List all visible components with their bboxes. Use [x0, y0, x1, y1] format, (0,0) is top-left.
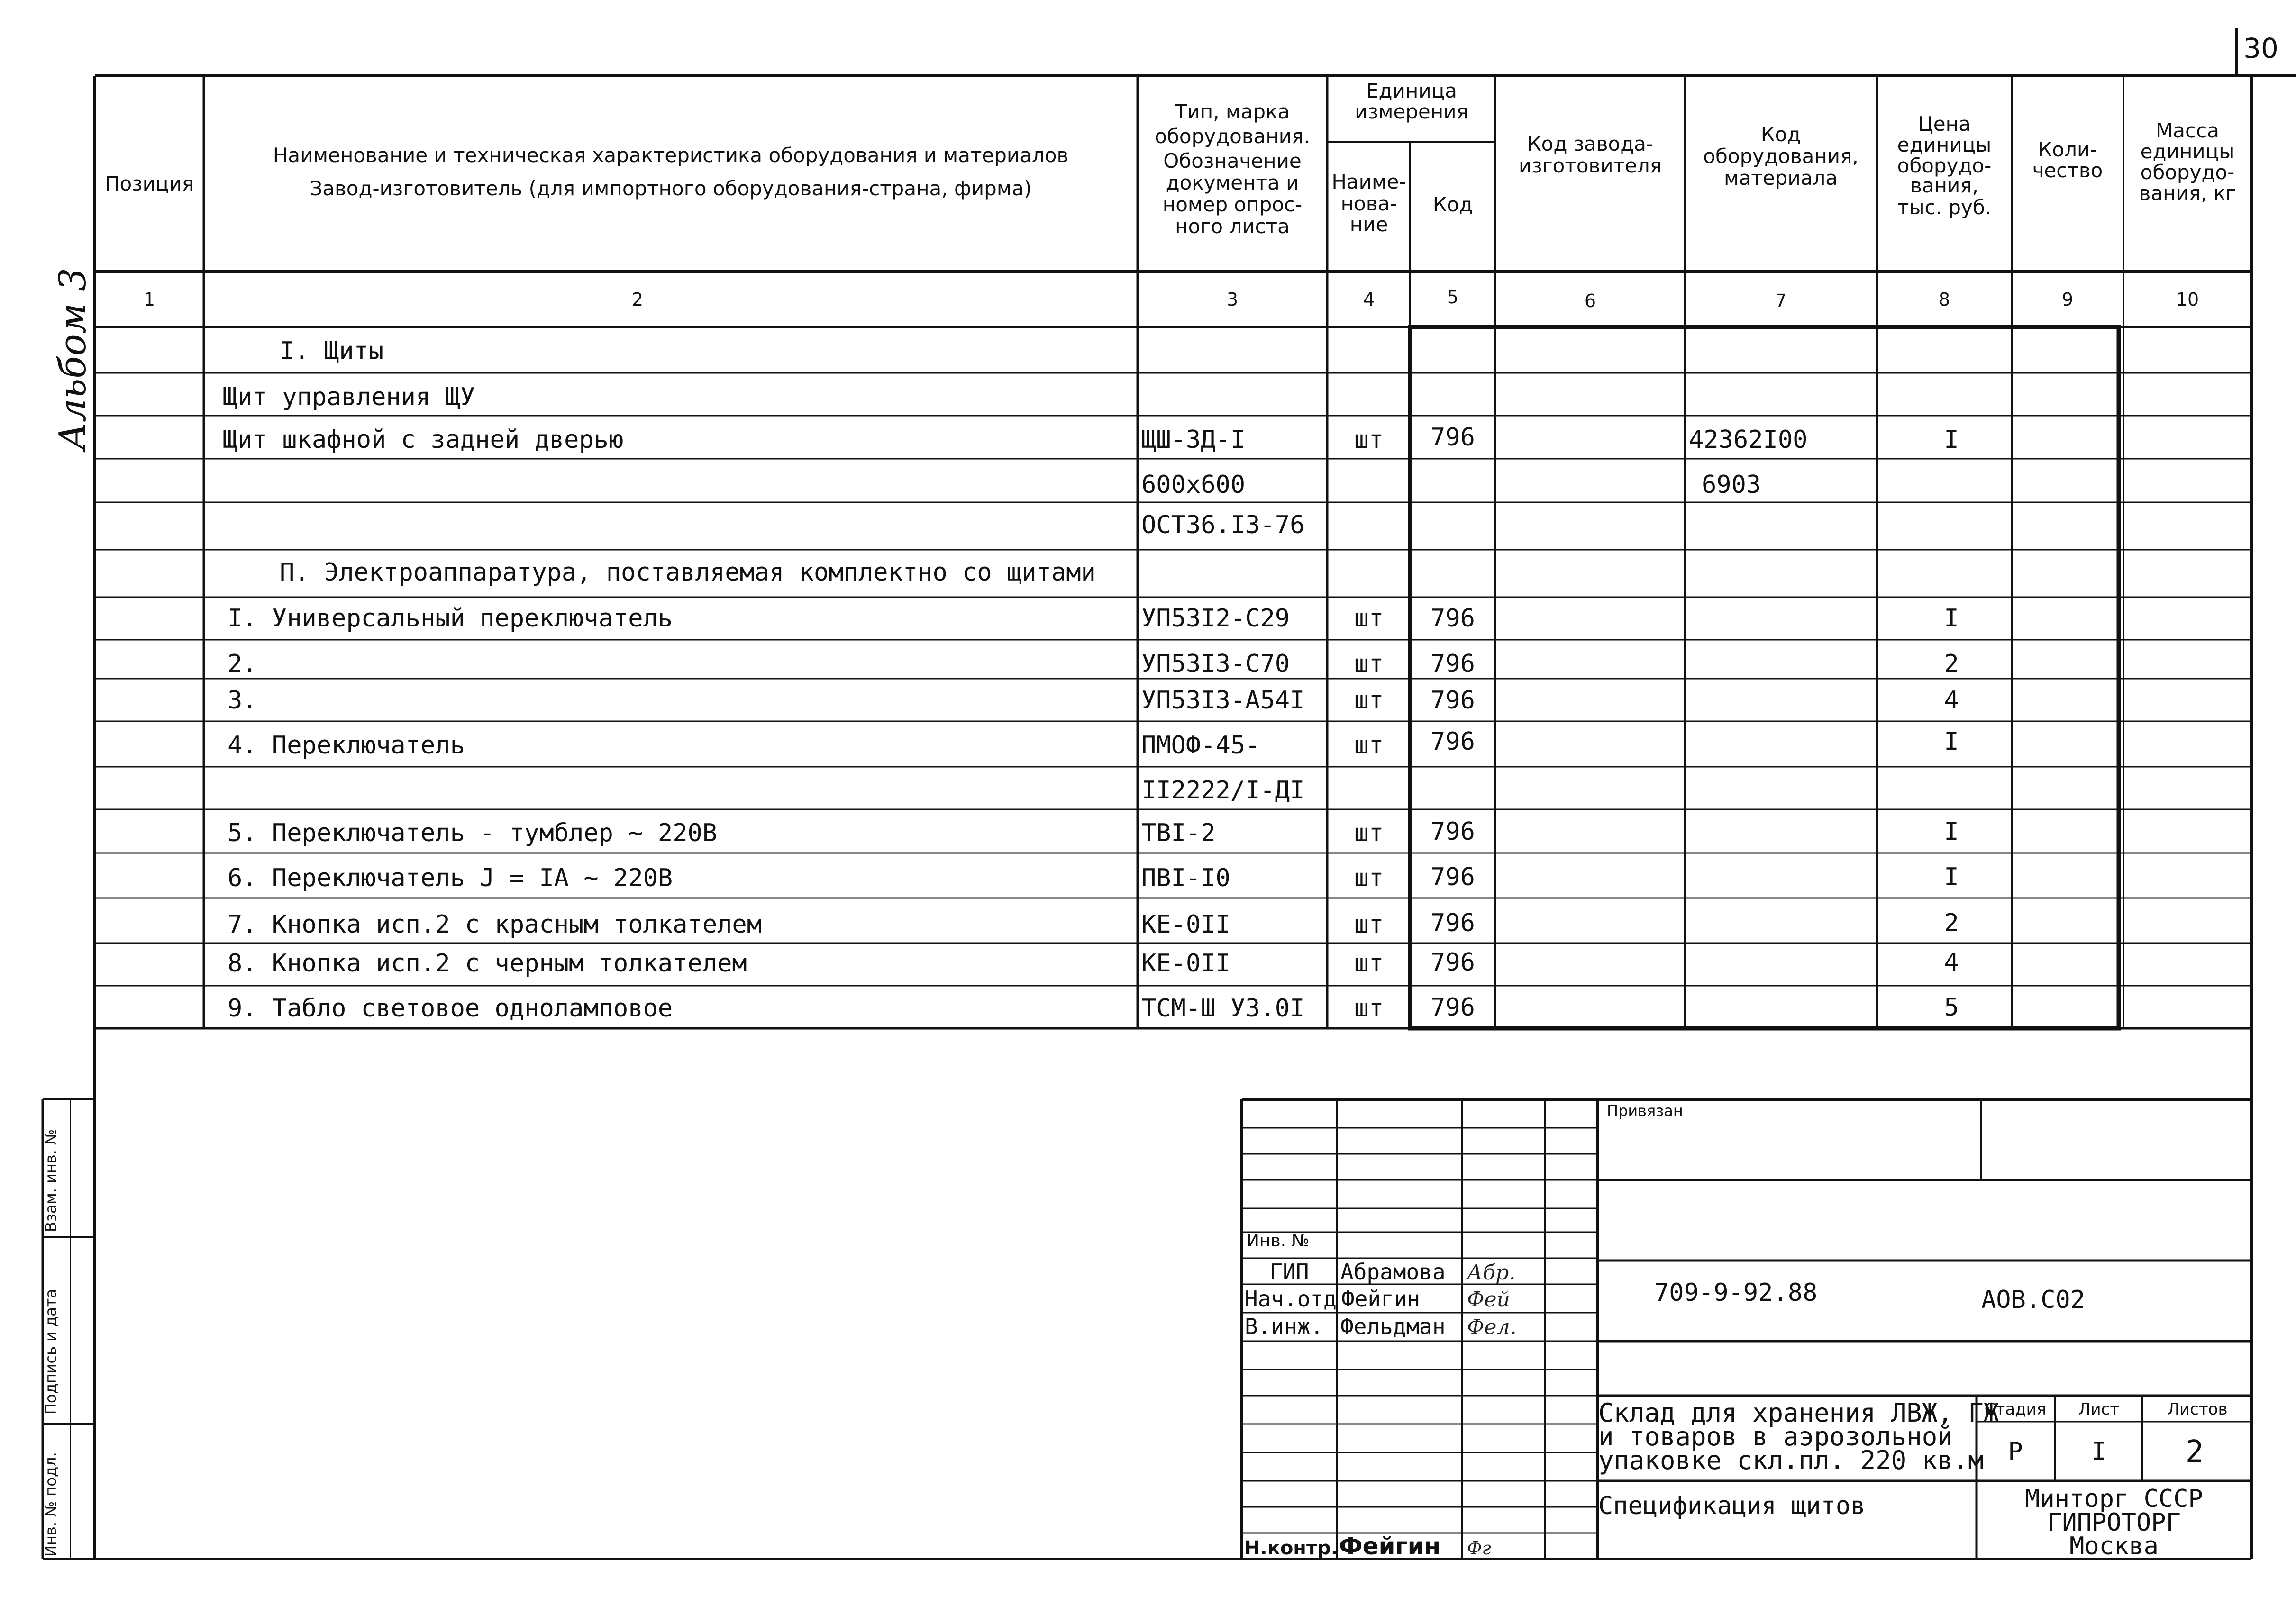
header-type-l5: ного листа	[1175, 215, 1290, 238]
row-unit: шт	[1354, 864, 1384, 892]
row-equip: 6903	[1702, 471, 1761, 499]
header-type-l4: номер опрос-	[1162, 193, 1303, 216]
header-unit-name-l2: ние	[1349, 213, 1388, 236]
row-code: 796	[1430, 650, 1475, 678]
stage-value: Р	[2008, 1437, 2023, 1466]
role-nkontr-name: Фейгин	[1339, 1533, 1441, 1560]
row-name: П. Электроаппаратура, поставляемая комплектно со щитами	[280, 558, 1096, 587]
table-row	[280, 558, 1096, 587]
colnum-8: 8	[1938, 289, 1950, 310]
row-type: КЕ-0II	[1141, 910, 1230, 939]
sheet-value: I	[2091, 1437, 2106, 1466]
row-name: Щит шкафной с задней дверью	[223, 426, 624, 454]
role-vinzh-name: Фельдман	[1340, 1314, 1446, 1339]
sheets-label: Листов	[2167, 1400, 2228, 1419]
header-type-l1: оборудования.	[1155, 125, 1310, 148]
colnum-3: 3	[1226, 289, 1239, 310]
header-qty-l0: Коли-	[2038, 138, 2097, 161]
page-number: 30	[2243, 32, 2278, 64]
colnum-5: 5	[1447, 287, 1459, 308]
row-unit: шт	[1354, 994, 1384, 1023]
row-name: 3.	[228, 686, 257, 715]
row-unit: шт	[1354, 426, 1384, 454]
sheets-value: 2	[2185, 1434, 2204, 1470]
row-code: 796	[1430, 948, 1475, 977]
table-row	[228, 909, 1959, 939]
stamp-podpis: Подпись и дата	[42, 1288, 60, 1415]
sheet-title: Спецификация щитов	[1598, 1492, 1866, 1520]
role-nkontr: Н.контр.	[1244, 1537, 1338, 1559]
colnum-10: 10	[2176, 289, 2199, 310]
role-vinzh-signature: Фел.	[1467, 1315, 1517, 1339]
table-row	[228, 863, 1959, 892]
doc-mark: АОВ.С02	[1981, 1286, 2086, 1314]
header-unit-code: Код	[1432, 193, 1473, 216]
header-type-l0: Тип, марка	[1175, 100, 1290, 123]
table-row	[1141, 776, 1304, 805]
header-price-l0: Цена	[1918, 112, 1971, 136]
row-name: 2.	[228, 650, 257, 678]
role-vinzh: В.инж.	[1245, 1314, 1324, 1339]
row-qty: 2	[1944, 909, 1959, 937]
object-title-l1: и товаров в аэрозольной	[1598, 1422, 1953, 1452]
colnum-4: 4	[1363, 289, 1375, 310]
header-mass-l0: Масса	[2156, 119, 2219, 142]
row-qty: I	[1944, 727, 1959, 756]
row-code: 796	[1430, 604, 1475, 633]
role-nach-name: Фейгин	[1341, 1286, 1421, 1312]
row-qty: I	[1944, 863, 1959, 891]
header-equip-l0: Код	[1760, 123, 1801, 146]
org-l2: Москва	[2069, 1532, 2159, 1560]
row-type: ТСМ-Ш УЗ.0I	[1141, 994, 1305, 1023]
stamp-inv-podl: Инв. № подл.	[42, 1452, 60, 1557]
header-unit-l0: Единица	[1366, 79, 1457, 102]
table-row	[223, 423, 1959, 454]
row-unit: шт	[1354, 819, 1384, 847]
privyazan-label: Привязан	[1607, 1102, 1683, 1120]
row-type: ПВI-I0	[1141, 864, 1230, 892]
header-factory-l1: изготовителя	[1518, 154, 1662, 177]
header-price-l3: вания,	[1910, 174, 1978, 197]
row-unit: шт	[1354, 604, 1384, 633]
row-qty: I	[1944, 426, 1959, 454]
row-name: 6. Переключатель Ј = IА ~ 220В	[228, 864, 673, 892]
row-type: УП53I3-А54I	[1141, 686, 1305, 715]
org-l1: ГИПРОТОРГ	[2047, 1508, 2181, 1537]
header-name-line2: Завод-изготовитель (для импортного оборудования-страна, фирма)	[310, 177, 1032, 200]
header-mass-l3: вания, кг	[2139, 181, 2236, 205]
row-qty: 4	[1944, 948, 1959, 977]
colnum-1: 1	[143, 289, 155, 310]
header-equip-l1: оборудования,	[1703, 145, 1859, 168]
album-label: Альбом 3	[52, 268, 94, 450]
row-unit: шт	[1354, 650, 1384, 678]
row-qty: 2	[1944, 650, 1959, 678]
role-nkontr-signature: Фг	[1467, 1538, 1491, 1559]
table-row	[228, 727, 1959, 760]
org-l0: Минторг СССР	[2025, 1485, 2203, 1513]
row-code: 796	[1430, 727, 1475, 756]
row-code: 796	[1430, 863, 1475, 891]
header-unit-name-l1: нова-	[1340, 192, 1397, 215]
table-row	[228, 604, 1959, 633]
table-body	[223, 337, 1959, 1023]
object-title-l0: Склад для хранения ЛВЖ, ГЖ	[1598, 1398, 1999, 1428]
row-code: 796	[1430, 817, 1475, 846]
doc-code: 709-9-92.88	[1654, 1279, 1818, 1307]
header-equip-l2: материала	[1723, 166, 1838, 190]
header-unit-name-l0: Наиме-	[1331, 170, 1406, 193]
stamp-vzam: Взам. инв. №	[42, 1129, 60, 1232]
colnum-2: 2	[631, 289, 644, 310]
table-frame	[95, 76, 2251, 1559]
row-type: 600х600	[1141, 471, 1246, 499]
header-mass-l1: единицы	[2140, 140, 2235, 163]
inv-no-label: Инв. №	[1247, 1231, 1310, 1251]
header-price-l2: оборудо-	[1897, 154, 1992, 177]
column-numbers	[144, 287, 2199, 311]
row-name: I. Щиты	[280, 337, 384, 365]
row-unit: шт	[1354, 910, 1384, 939]
title-block-text	[1244, 1102, 2228, 1560]
role-gip-signature: Абр.	[1467, 1261, 1516, 1285]
header-type-l2: Обозначение	[1163, 149, 1302, 172]
header-price-l1: единицы	[1897, 133, 1992, 156]
header-type-l3: документа и	[1166, 171, 1299, 194]
header-unit-l1: измерения	[1355, 100, 1468, 123]
row-type: УП53I2-С29	[1141, 604, 1290, 633]
table-row	[1141, 471, 1761, 499]
row-unit: шт	[1354, 686, 1384, 715]
row-unit: шт	[1354, 949, 1384, 978]
row-name: 9. Табло световое одноламповое	[228, 994, 673, 1023]
row-type: II2222/I-ДI	[1141, 776, 1305, 805]
row-type: ОСТ36.I3-76	[1141, 511, 1305, 539]
row-type: КЕ-0II	[1141, 949, 1230, 978]
header-mass-l2: оборудо-	[2140, 161, 2235, 184]
row-name: 8. Кнопка исп.2 с черным толкателем	[228, 949, 747, 978]
header-name-line1: Наименование и техническая характеристика оборудования и материалов	[273, 144, 1069, 167]
table-row	[228, 948, 1959, 978]
row-qty: I	[1944, 604, 1959, 633]
role-nach-signature: Фей	[1467, 1288, 1510, 1312]
row-code: 796	[1430, 423, 1475, 452]
row-name: 4. Переключатель	[228, 731, 465, 760]
stage-label: Стадия	[1984, 1400, 2047, 1419]
row-code: 796	[1430, 993, 1475, 1022]
row-unit: шт	[1354, 731, 1384, 760]
header-position: Позиция	[104, 172, 194, 195]
role-gip-name: Абрамова	[1340, 1259, 1446, 1285]
row-qty: 5	[1944, 993, 1959, 1022]
role-gip: ГИП	[1269, 1259, 1309, 1285]
table-row	[228, 686, 1959, 715]
page-number-box	[2236, 28, 2296, 76]
row-name: I. Универсальный переключатель	[228, 604, 673, 633]
row-type: ТВI-2	[1141, 819, 1216, 847]
object-title-l2: упаковке скл.пл. 220 кв.м	[1598, 1445, 1984, 1475]
row-type: УП53I3-С70	[1141, 650, 1290, 678]
colnum-9: 9	[2061, 289, 2074, 310]
row-qty: I	[1944, 817, 1959, 846]
role-nach: Нач.отд	[1245, 1286, 1337, 1312]
table-row	[228, 817, 1959, 847]
table-row	[280, 337, 383, 365]
header-factory-l0: Код завода-	[1527, 132, 1654, 155]
row-qty: 4	[1944, 686, 1959, 715]
row-equip: 42362I00	[1689, 426, 1808, 454]
header-price-l4: тыс. руб.	[1897, 196, 1992, 219]
row-name: 7. Кнопка исп.2 с красным толкателем	[228, 910, 762, 939]
row-type: ЩШ-ЗД-I	[1141, 426, 1246, 454]
row-code: 796	[1430, 686, 1475, 715]
row-name: 5. Переключатель - тумблер ~ 220В	[228, 819, 718, 847]
header-qty-l1: чество	[2032, 159, 2103, 182]
table-header	[105, 79, 2236, 238]
colnum-7: 7	[1775, 290, 1787, 311]
row-name: Щит управления ЩУ	[223, 383, 475, 411]
table-row	[1141, 511, 1304, 539]
colnum-6: 6	[1584, 290, 1596, 311]
row-code: 796	[1430, 909, 1475, 937]
sheet-label: Лист	[2078, 1400, 2120, 1419]
table-row	[228, 650, 1959, 678]
table-row	[223, 383, 475, 411]
table-row	[228, 993, 1959, 1023]
row-type: ПМОФ-45-	[1141, 731, 1260, 760]
